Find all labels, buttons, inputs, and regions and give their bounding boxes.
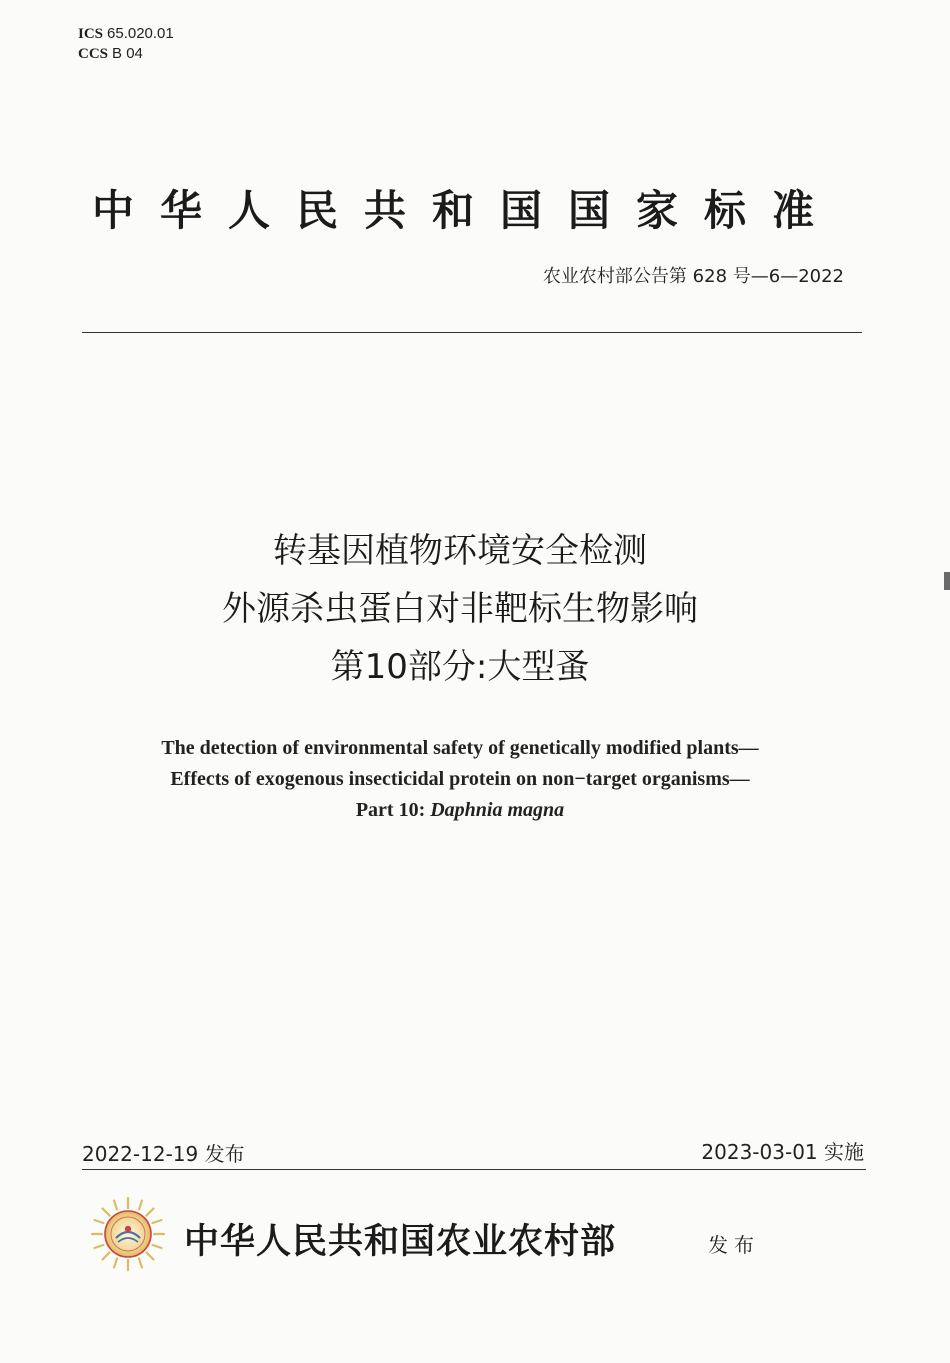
english-title-line-1: The detection of environmental safety of genetically modified plants— — [161, 737, 759, 759]
chinese-title-line-2: 外源杀虫蛋白对非靶标生物影响 — [222, 589, 698, 629]
ics-line — [78, 24, 174, 44]
issue-label: 发布 — [204, 1142, 245, 1166]
issuing-ministry: 中华人民共和国农业农村部 — [184, 1221, 617, 1262]
chinese-title-line-3: 第10部分:大型蚤 — [330, 647, 590, 687]
english-title-line-3 — [0, 795, 920, 826]
english-title-species: Daphnia magna — [430, 799, 565, 821]
document-number: 农业农村部公告第 628 号—6—2022 — [542, 266, 844, 287]
classification-codes — [78, 24, 174, 64]
ccs-code: B 04 — [112, 45, 143, 62]
issue-date: 2022-12-19 — [82, 1142, 199, 1166]
implementation-date-block — [701, 1136, 864, 1165]
issuer-label: 发布 — [708, 1233, 760, 1257]
english-title — [0, 733, 920, 826]
standard-title: 中华人民共和国国家标准 — [92, 186, 841, 235]
english-title-part: Part 10: — [355, 799, 431, 821]
implementation-label: 实施 — [824, 1140, 864, 1164]
english-title-line-2: Effects of exogenous insecticidal protein on non−target organisms— — [170, 768, 750, 790]
ccs-label: CCS — [78, 46, 109, 62]
header-divider — [82, 332, 862, 333]
chinese-title-line-1: 转基因植物环境安全检测 — [273, 531, 647, 571]
issue-date-block — [82, 1138, 245, 1167]
ccs-line — [78, 44, 174, 64]
scan-edge-mark — [944, 572, 950, 590]
ministry-emblem-icon — [90, 1196, 166, 1272]
ics-code: 65.020.01 — [107, 25, 174, 42]
implementation-date: 2023-03-01 — [701, 1140, 818, 1164]
chinese-title — [0, 522, 920, 696]
ics-label: ICS — [78, 26, 104, 42]
footer-divider — [82, 1169, 866, 1170]
